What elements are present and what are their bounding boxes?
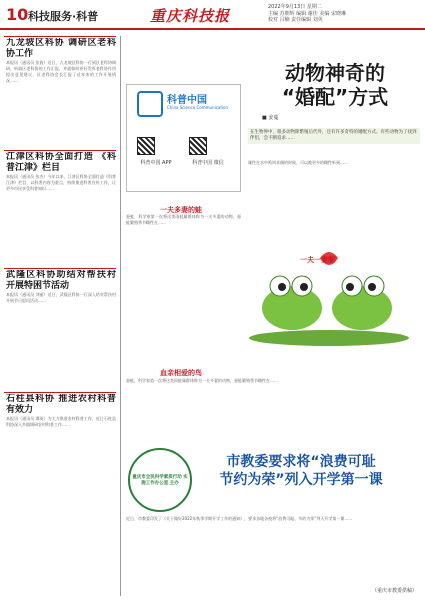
meta-line-1: 2022年9月13日 星期二	[268, 4, 322, 10]
column-divider	[120, 36, 121, 596]
article-3-title: 武隆区科协助结对帮扶村 开展特困节活动	[6, 270, 116, 291]
qr2-label: 科普中国 微信	[192, 160, 224, 166]
science-logo-box	[126, 84, 241, 192]
science-logo-icon	[137, 91, 163, 117]
header-meta	[268, 4, 418, 24]
page-number: 10	[6, 5, 29, 24]
feature-body-col-2: 雄性在水中鸣叫求偶的时候，可以被更多的雌性听到……	[248, 160, 348, 165]
article-rule	[4, 150, 116, 151]
article-4-body: 本报讯（通讯员 谭英）为大力推进农村科普工作，近日石柱县科协深入乡镇调研农村科普工作……	[6, 416, 116, 427]
bottom-title-line-1: 市教委要求将“浪费可耻	[226, 454, 376, 470]
feature-subhead-3: 血亲相爱的鸟	[160, 369, 202, 377]
article-3-body: 本报讯（通讯员 刘丽）近日，武隆区科协一行深入结对帮扶村开展节日慰问活动……	[6, 292, 116, 303]
article-4-title: 石柱县科协 推进农村科普有效力	[6, 394, 116, 415]
masthead: 重庆科技报	[150, 7, 231, 25]
article-1	[6, 38, 116, 148]
feature-title	[250, 61, 420, 109]
qr-code-icon	[137, 137, 155, 155]
bottom-title-line-2: 节约为荣”列入开学第一课	[219, 472, 383, 488]
feature-body-col-1: 蚕蛙，科学家第一次将这类雨蛙属群体称为一夫多妻的动物，蚕蛙繁殖季节雌性在……	[126, 214, 241, 225]
meta-line-3: 校对 吕楠 责任编辑 刘英	[268, 17, 323, 23]
bottom-body: 近日，市教委印发了《关于做好2022年秋季学期开学工作的通知》，要求各地各校将“浪费可耻、节约为荣”列入开学第一课……	[126, 516, 353, 521]
article-rule	[4, 36, 116, 37]
organizer-seal	[128, 448, 192, 512]
article-4	[6, 394, 116, 594]
article-rule	[4, 392, 116, 393]
qr-code-icon	[189, 137, 207, 155]
feature-body-col-3: 蚕蛙，科学家第一次将这类雨蛙属群体称为一夫多妻的动物，蚕蛙繁殖季节雌性在……	[126, 378, 278, 383]
article-1-body: 本报讯（通讯员 张旌）近日，九龙坡区科协一行到区老科协调研，听取区老科协的工作汇报，并就如何更好发挥老科协作用提出意见建议。区老科协会长汇报了近年来的工作开展情况……	[6, 60, 116, 83]
article-2-body: 本报讯（通讯员 张杰）今年以来，江津区科协全面打造《科普江津》栏目，以科普内容为重点，持续推进科普宣传工作，让更多市民享受科普知识……	[6, 174, 116, 191]
qr1-label: 科普中国 APP	[140, 160, 172, 166]
seal-text: 重庆市全民科学素质行动 实施工作办公室 主办	[132, 475, 188, 486]
article-rule	[4, 268, 116, 269]
feature-byline: ■ 姜蔓	[262, 115, 279, 121]
page-header	[0, 0, 425, 30]
feature-title-line-2: “婚配”方式	[281, 85, 389, 109]
bottom-title	[196, 453, 406, 489]
feature-subhead-1: 一夫多妻的蛙	[160, 206, 202, 214]
section-title: 科技服务·科普	[28, 10, 99, 23]
article-1-title: 九龙坡区科协 调研区老科协工作	[6, 38, 116, 59]
article-3	[6, 270, 116, 380]
feature-title-line-1: 动物神奇的	[285, 61, 385, 85]
bottom-source: （重庆市教委供稿）	[371, 588, 417, 594]
feature-lede: 在生物界中，很多动物除繁殖后代外，还有许多奇特的婚配方式。有些动物为了找到伴侣，会不断追求……	[248, 128, 420, 144]
logo-name: 科普中国	[167, 95, 207, 106]
meta-line-2: 主编 苏朝辉 编辑 谢佳 美编 宋晓琳	[268, 10, 346, 17]
article-2-title: 江津区科协全面打造 《科普江津》栏目	[6, 152, 116, 173]
article-2	[6, 152, 116, 267]
feature-subhead-2: 一夫一妻制	[300, 256, 335, 264]
logo-subtitle: China Science Communication	[167, 105, 229, 110]
